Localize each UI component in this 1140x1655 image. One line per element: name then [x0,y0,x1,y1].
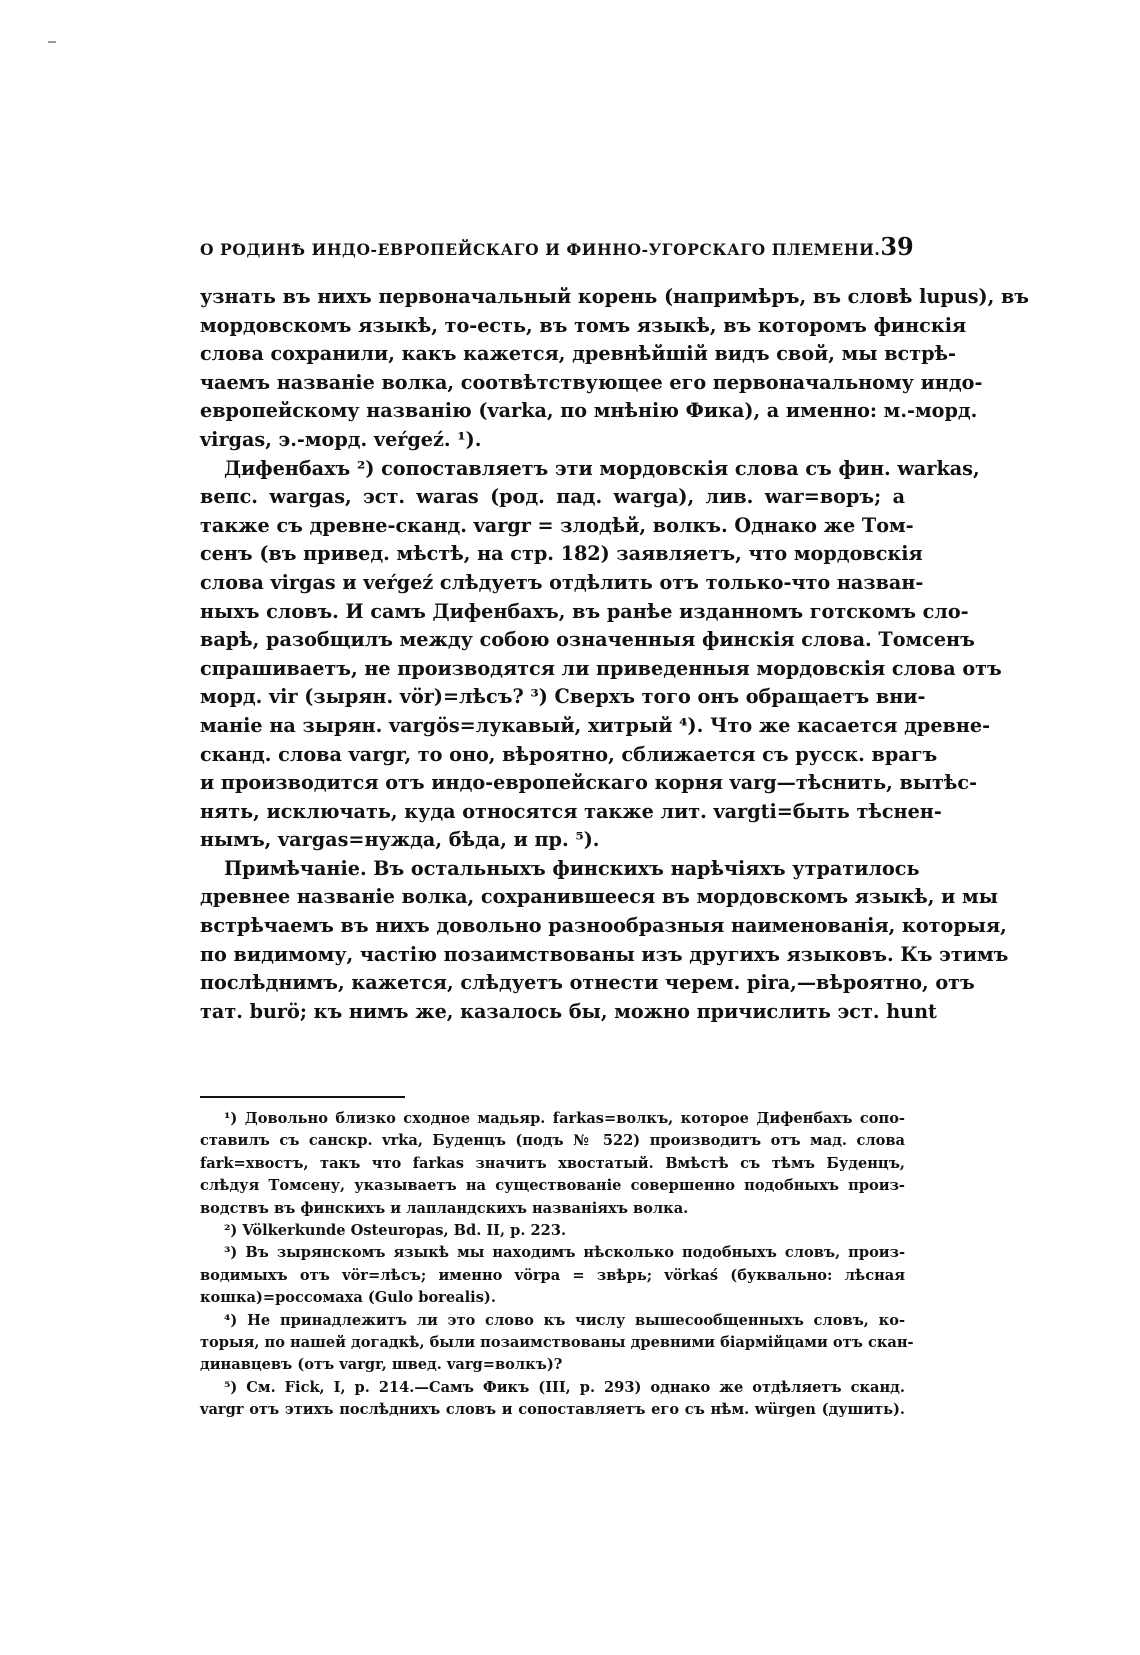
text-line: тат. burö; къ нимъ же, казалось бы, можно причислить эст. hunt [200,999,937,1023]
running-header [200,232,914,261]
text-line: Примѣчаніе. Въ остальныхъ финскихъ нарѣчіяхъ утратилось [224,856,920,880]
text-line: варѣ, разобщилъ между собою означенныя финскія слова. Томсенъ [200,628,975,652]
page-number: 39 [880,232,914,261]
footnote-line: ³) Въ зырянскомъ языкѣ мы находимъ нѣсколько подобныхъ словъ, произ- [224,1244,905,1262]
footnote-line: кошка)=россомаха (Gulo borealis). [200,1289,496,1307]
footnote-line: vargr отъ этихъ послѣднихъ словъ и сопоставляетъ его съ нѣм. würgen (душить). [200,1401,905,1419]
footnote-line: ¹) Довольно близко сходное мадьяр. farkas=волкъ, которое Дифенбахъ сопо- [224,1110,905,1127]
text-line: встрѣчаемъ въ нихъ довольно разнообразныя наименованія, которыя, [200,914,1007,938]
text-line: ныхъ словъ. И самъ Дифенбахъ, въ ранѣе изданномъ готскомъ сло- [200,599,969,623]
footnote-line: динавцевъ (отъ vargr, швед. varg=волкъ)? [200,1356,563,1374]
text-line: нымъ, vargas=нужда, бѣда, и пр. ⁵). [200,828,600,852]
footnotes [200,1108,914,1421]
text-line: маніе на зырян. vargös=лукавый, хитрый ⁴). Что же касается древне- [200,713,991,737]
text-line: сканд. слова vargr, то оно, вѣроятно, сближается съ русск. врагъ [200,742,938,766]
footnote-line: ²) Völkerkunde Osteuropas, Bd. II, p. 223. [224,1221,567,1239]
scan-speck [48,41,56,43]
text-line: морд. vir (зырян. vör)=лѣсъ? ³) Сверхъ того онъ обращаетъ вни- [200,685,926,709]
header-title: О РОДИНѢ ИНДО-ЕВРОПЕЙСКАГО И ФИННО-УГОРСКАГО ПЛЕМЕНИ. [200,240,881,259]
text-line: послѣднимъ, кажется, слѣдуетъ отнести черем. pira,—вѣроятно, отъ [200,971,975,995]
text-line: спрашиваетъ, не производятся ли приведенныя мордовскія слова отъ [200,656,1002,680]
text-line: мордовскомъ языкѣ, то-есть, въ томъ языкѣ, въ которомъ финскія [200,313,967,337]
text-line: слова сохранили, какъ кажется, древнѣйшій видъ свой, мы встрѣ- [200,342,956,366]
text-line: европейскому названію (varka, по мнѣнію Фика), а именно: м.-морд. [200,399,978,423]
text-line: и производится отъ индо-европейскаго корня varg—тѣснить, вытѣс- [200,771,978,795]
text-line: чаемъ названіе волка, соотвѣтствующее его первоначальному индо- [200,370,983,394]
text-line: по видимому, частію позаимствованы изъ другихъ языковъ. Къ этимъ [200,942,1009,966]
footnote-line: торыя, по нашей догадкѣ, были позаимствованы древними біармійцами отъ скан- [200,1333,914,1351]
text-line: virgas, э.-морд. veŕgeź. ¹). [200,427,482,451]
footnote-line: ставилъ съ санскр. vrka, Буденцъ (подъ № 522) производитъ отъ мад. слова [200,1132,905,1150]
text-line: узнать въ нихъ первоначальный корень (напримѣръ, въ словѣ lupus), въ [200,285,1029,308]
text-line: древнее названіе волка, сохранившееся въ мордовскомъ языкѣ, и мы [200,885,998,909]
text-line: сенъ (въ привед. мѣстѣ, на стр. 182) заявляетъ, что мордовскія [200,542,923,566]
text-line: слова virgas и veŕgeź слѣдуетъ отдѣлить отъ только-что назван- [200,570,924,594]
footnote-line: водствъ въ финскихъ и лапландскихъ названіяхъ волка. [200,1199,689,1217]
footnote-line: ⁵) См. Fick, I, p. 214.—Самъ Фикъ (III, p. 293) однако же отдѣляетъ сканд. [224,1378,905,1396]
footnote-line: ⁴) Не принадлежитъ ли это слово къ числу вышесообщенныхъ словъ, ко- [224,1311,905,1329]
text-line: нять, исключать, куда относятся также лит. vargti=быть тѣснен- [200,799,942,823]
main-text [200,283,1029,1026]
text-line: также съ древне-сканд. vargr = злодѣй, волкъ. Однако же Том- [200,513,914,537]
footnote-line: водимыхъ отъ vör=лѣсъ; именно vörpa = звѣрь; vörkaś (буквально: лѣсная [200,1266,905,1284]
text-line: вепс. wargas, эст. waras (род. пад. warga), лив. war=воръ; а [200,485,905,509]
footnote-line: fark=хвостъ, такъ что farkas значитъ хвостатый. Вмѣстѣ съ тѣмъ Буденцъ, [200,1154,905,1172]
text-line: Дифенбахъ ²) сопоставляетъ эти мордовскія слова съ фин. warkas, [224,456,980,480]
footnote-line: слѣдуя Томсену, указываетъ на существованіе совершенно подобныхъ произ- [200,1177,905,1195]
footnote-divider [200,1096,405,1098]
